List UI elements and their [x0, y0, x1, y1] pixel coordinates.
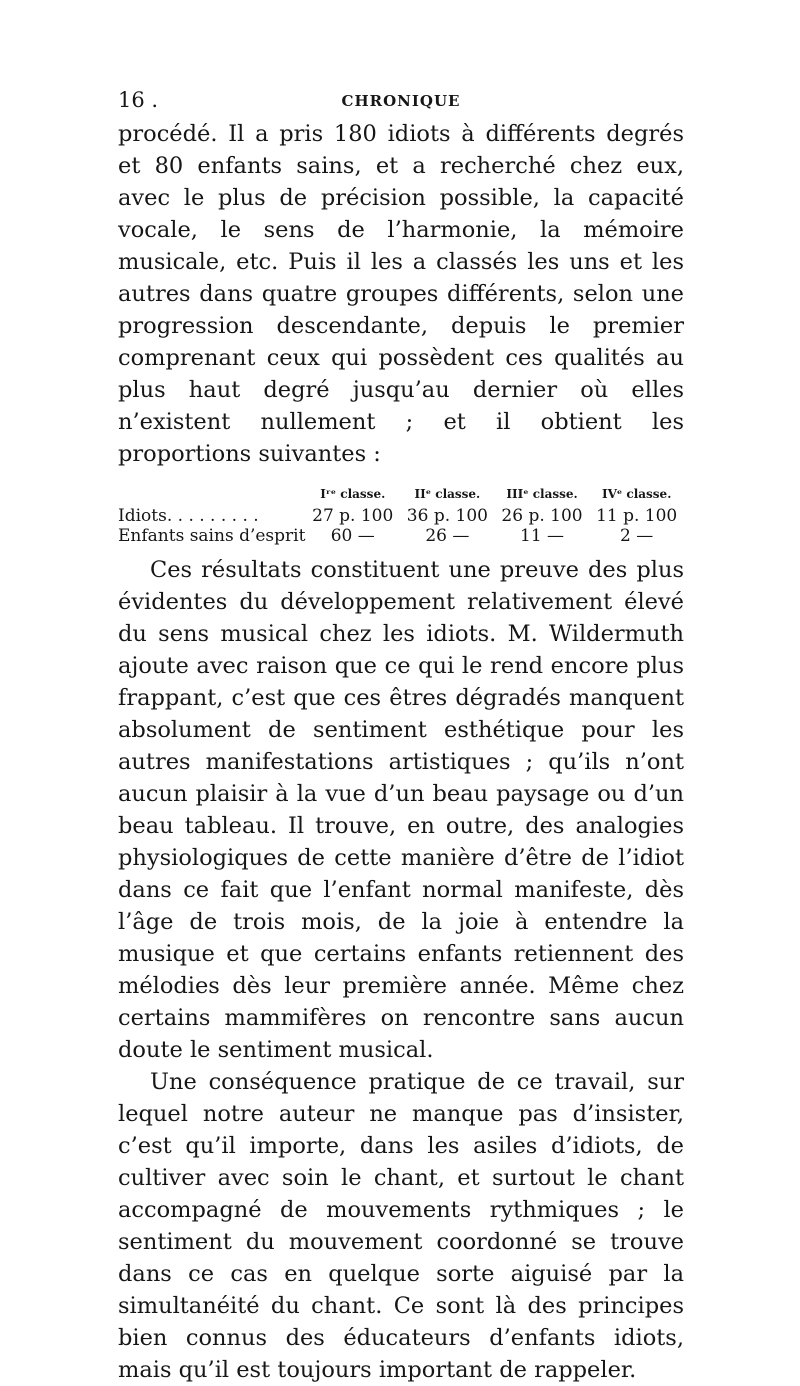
- stats-cell: 2 —: [620, 526, 654, 546]
- stats-cell: 27 p. 100: [312, 506, 394, 526]
- stats-cell: 60 —: [330, 526, 375, 546]
- paragraph-2: Ces résultats constituent une preuve des plus évidentes du développement relativement élevé du sens musical chez les idiots. M. Wildermuth ajoute avec raison que ce qui le rend encore plus frappant, c’est que ces êtres dégradés manquent absolument de sentiment esthétique pour les autres manifestations artistiques ; qu’ils n’ont aucun plaisir à la vue d’un beau paysage ou d’un beau tableau. Il trouve, en outre, des analogies physiologiques de cette manière d’être de l’idiot dans ce fait que l’enfant normal manifeste, dès l’âge de trois mois, de la joie à entendre la musique et que certains enfants retiennent des mélodies dès leur première année. Même chez certains mammifères on rencontre sans aucun doute le sentiment musical.: [118, 557, 684, 1063]
- stats-row-healthy-children: [118, 526, 684, 546]
- stats-table-block: [118, 484, 684, 546]
- stats-table: [118, 484, 684, 546]
- paragraph-3: Une conséquence pratique de ce travail, sur lequel notre auteur ne manque pas d’insister, c’est qu’il importe, dans les asiles d’idiots, de cultiver avec soin le chant, et surtout le chant accompagné de mouvements rythmiques ; le sentiment du mouvement coordonné se trouve dans ce cas en quelque sorte aiguisé par la simultanéité du chant. Ce sont là des principes bien connus des éducateurs d’enfants idiots, mais qu’il est toujours important de rappeler.: [118, 1069, 684, 1383]
- book-page: [118, 88, 684, 1386]
- stats-cell: 26 —: [425, 526, 470, 546]
- page-number: 16 .: [118, 88, 159, 112]
- stats-header-class-3: IIIᵉ classe.: [506, 487, 578, 501]
- stats-row-label: Enfants sains d’esprit: [118, 526, 306, 546]
- stats-row-idiots: [118, 506, 684, 526]
- stats-cell: 36 p. 100: [406, 506, 488, 526]
- stats-cell: 11 —: [520, 526, 565, 546]
- stats-header-row: [118, 484, 684, 506]
- stats-cell: 11 p. 100: [596, 506, 678, 526]
- running-head: [118, 88, 684, 118]
- stats-corner-cell: [118, 484, 305, 506]
- stats-cell: 26 p. 100: [501, 506, 583, 526]
- stats-header-class-1: Iʳᵉ classe.: [320, 487, 386, 501]
- stats-row-label: Idiots. . . . . . . . .: [118, 506, 259, 526]
- stats-header-class-2: IIᵉ classe.: [414, 487, 481, 501]
- stats-header-class-4: IVᵉ classe.: [601, 487, 672, 501]
- running-title: CHRONIQUE: [341, 92, 461, 110]
- paragraph-1: procédé. Il a pris 180 idiots à différents degrés et 80 enfants sains, et a recherché chez eux, avec le plus de précision possible, la capacité vocale, le sens de l’harmonie, la mémoire musicale, etc. Puis il les a classés les uns et les autres dans quatre groupes différents, selon une progression descendante, depuis le premier comprenant ceux qui possèdent ces qualités au plus haut degré jusqu’au dernier où elles n’existent nullement ; et il obtient les proportions suivantes :: [118, 121, 684, 467]
